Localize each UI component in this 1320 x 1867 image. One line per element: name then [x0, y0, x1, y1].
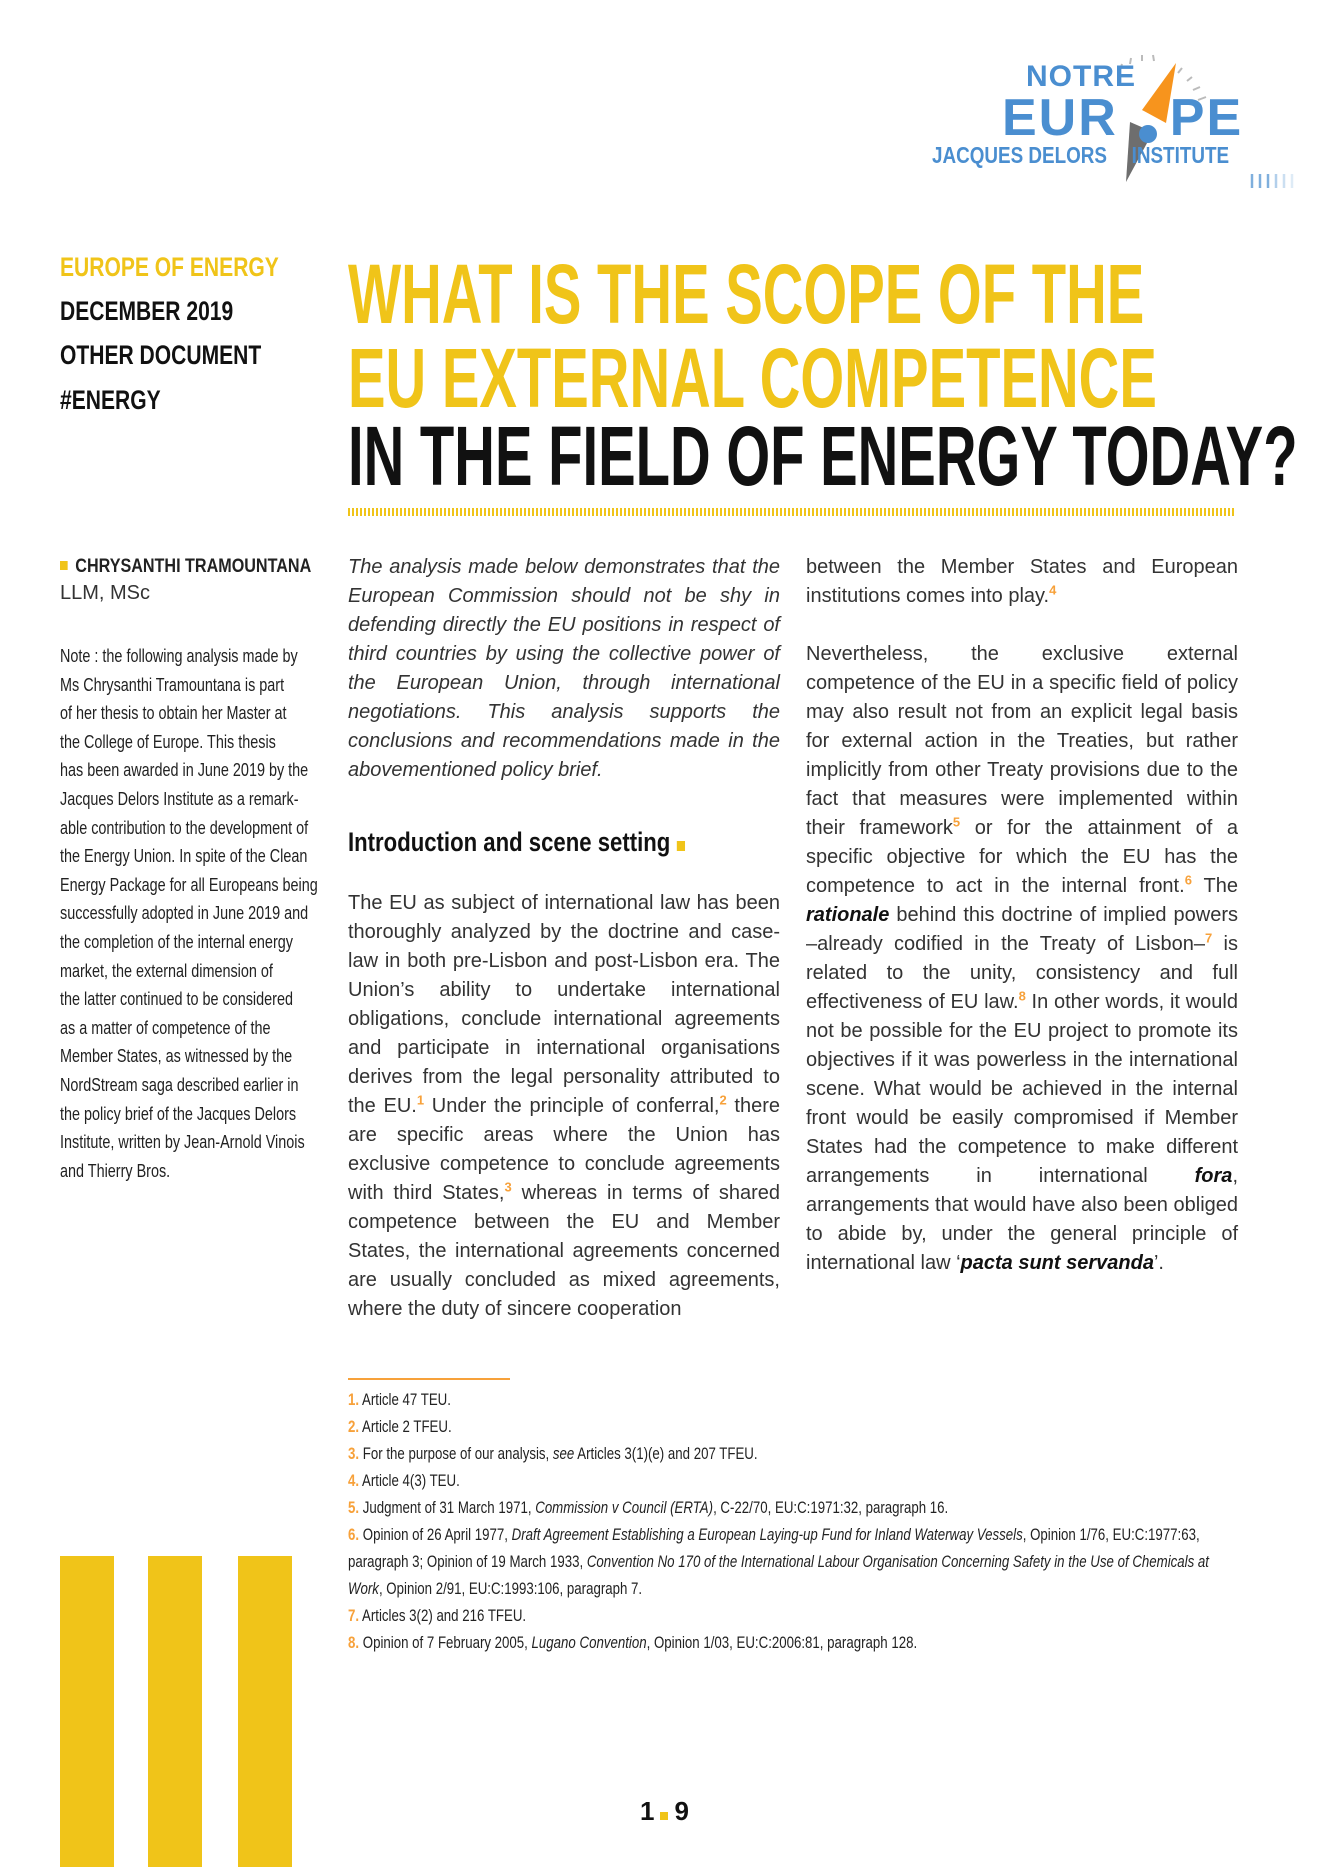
body-paragraph — [348, 889, 780, 1324]
footnote-reference[interactable]: 2 — [719, 1092, 727, 1108]
footnote-number: 2. — [348, 1417, 360, 1436]
text-run: Work — [348, 1579, 379, 1598]
footnote-number: 6. — [348, 1525, 360, 1544]
decorative-bar — [148, 1556, 202, 1867]
body-paragraph — [806, 553, 1238, 611]
text-run: fora — [1194, 1165, 1233, 1187]
footnote-reference[interactable]: 4 — [1049, 582, 1057, 598]
note-line: successfully adopted in June 2019 and — [60, 903, 309, 924]
note-line: Member States, as witnessed by the — [60, 1046, 293, 1067]
text-run: pacta sunt servanda — [960, 1252, 1154, 1274]
tag-label: #ENERGY — [60, 385, 161, 415]
body-paragraph — [806, 640, 1238, 1278]
decorative-bar — [238, 1556, 292, 1867]
logo-text-institute — [932, 142, 1229, 169]
intro-paragraph: The analysis made below demonstrates that the European Commission should not be shy in defending directly the EU positions in respect of third countries by using the collective power of the European Union, through international negotiations. This analysis supports the conclusions and recommendations made in the abovementioned policy brief. — [348, 556, 780, 781]
footnote — [348, 1575, 1209, 1602]
note-line: NordStream saga described earlier in — [60, 1074, 299, 1095]
note-line: the completion of the internal energy — [60, 931, 293, 952]
footnote — [348, 1548, 1209, 1575]
footnote-number: 1. — [348, 1390, 360, 1409]
text-run: between the Member States and European institutions comes into play. — [806, 556, 1238, 607]
footnote-number: 5. — [348, 1498, 360, 1517]
author-note — [60, 642, 382, 1185]
note-line: as a matter of competence of the — [60, 1017, 271, 1038]
author-block — [60, 556, 356, 605]
text-run: whereas in terms of shared competence between the EU and Member States, the international agreements concerned are usually concluded as mixed agreements, where the duty of sincere cooperation — [348, 1182, 781, 1320]
text-run: Articles 3(1)(e) and 207 TFEU. — [574, 1444, 758, 1463]
bullet-square-icon — [677, 841, 685, 851]
text-run: is related to the unity, consistency and full effectiveness of EU law. — [806, 933, 1238, 1013]
note-line: market, the external dimension of — [60, 960, 273, 981]
note-line: has been awarded in June 2019 by the — [60, 760, 309, 781]
logo-text-jacques-delors: JACQUES DELORS — [932, 142, 1108, 168]
logo-text-notre: NOTRE — [1026, 60, 1136, 93]
logo-text-eur: EUR — [1002, 89, 1118, 147]
footnote-reference[interactable]: 3 — [504, 1179, 512, 1195]
section-heading — [348, 814, 702, 862]
note-line: the College of Europe. This thesis — [60, 731, 276, 752]
title-line-3: IN THE FIELD OF ENERGY TODAY? — [348, 409, 1298, 503]
footnote — [348, 1413, 1209, 1440]
text-run: Nevertheless, the exclusive external competence of the EU in a specific field of policy may also result not from an explicit legal basis for external action in the Treaties, but rather implicitly from other Treaty provisions due to the fact that measures were implemented within their framework — [806, 643, 1238, 839]
text-run: Commission v Council (ERTA) — [535, 1498, 714, 1517]
footnote — [348, 1386, 1209, 1413]
page-number — [640, 1796, 689, 1827]
footnote-number: 8. — [348, 1633, 360, 1652]
page-current: 1 — [640, 1796, 655, 1826]
footnotes — [348, 1386, 1320, 1656]
decorative-bar — [60, 1556, 114, 1867]
notre-europe-logo — [930, 28, 1300, 188]
text-run: For the purpose of our analysis, — [359, 1444, 553, 1463]
text-run: Judgment of 31 March 1971, — [359, 1498, 536, 1517]
text-run: ’. — [1153, 1252, 1164, 1274]
date-label: DECEMBER 2019 — [60, 296, 234, 326]
author-name — [60, 556, 311, 578]
text-run: The EU as subject of international law has been thoroughly analyzed by the doctrine and case-law in both pre-Lisbon and post-Lisbon era. The Union’s ability to undertake international obligations, conclude international agreements and participate in international organisations derives from the legal personality attributed to the EU. — [348, 892, 780, 1117]
text-run: Opinion of 26 April 1977, — [359, 1525, 512, 1544]
bullet-square-icon — [660, 1812, 668, 1820]
footnote-reference[interactable]: 5 — [952, 814, 961, 830]
author-degrees: LLM, MSc — [60, 582, 151, 604]
footnote-divider — [348, 1378, 510, 1380]
text-run: Article 47 TEU. — [359, 1390, 451, 1409]
text-column-2 — [806, 553, 1238, 1307]
text-run: there are specific areas where the Union has exclusive competence to conclude agreements with third States, — [348, 1095, 780, 1204]
footnote-reference[interactable]: 8 — [1018, 988, 1026, 1004]
footnote — [348, 1521, 1209, 1548]
text-run: The — [1191, 875, 1238, 897]
section-heading-text: Introduction and scene setting — [348, 827, 671, 857]
series-label: EUROPE OF ENERGY — [60, 252, 279, 282]
footnote-number: 7. — [348, 1606, 360, 1625]
note-line: able contribution to the development of — [60, 817, 309, 838]
footnote-reference[interactable]: 7 — [1205, 930, 1213, 946]
text-run: Articles 3(2) and 216 TFEU. — [359, 1606, 527, 1625]
footnote-reference[interactable]: 6 — [1184, 872, 1192, 888]
text-run: rationale — [806, 904, 890, 926]
note-line: Note : the following analysis made by — [60, 646, 298, 666]
document-type-label: OTHER DOCUMENT — [60, 340, 262, 370]
note-line: Ms Chrysanthi Tramountana is part — [60, 674, 285, 695]
text-run: , arrangements that would have also been obliged to abide by, under the general principle of international law ‘ — [806, 1165, 1238, 1274]
text-run: , Opinion 2/91, EU:C:1993:106, paragraph 7. — [378, 1579, 643, 1598]
text-run: Under the principle of conferral, — [424, 1095, 720, 1117]
note-line: Institute, written by Jean-Arnold Vinois — [60, 1132, 305, 1153]
bullet-square-icon — [60, 561, 68, 570]
logo-text-europe — [1002, 88, 1243, 148]
text-run: Draft Agreement Establishing a European Laying-up Fund for Inland Waterway Vessels — [511, 1525, 1023, 1544]
note-line: of her thesis to obtain her Master at — [60, 703, 287, 724]
footnote — [348, 1629, 1209, 1656]
title-line-1: WHAT IS THE SCOPE OF THE — [348, 247, 1145, 341]
note-line: and Thierry Bros. — [60, 1160, 171, 1181]
text-run: , Opinion 1/03, EU:C:2006:81, paragraph 128. — [646, 1633, 918, 1652]
logo-text-pe: PE — [1169, 89, 1244, 147]
text-run: Article 2 TFEU. — [359, 1417, 452, 1436]
footnote-number: 4. — [348, 1471, 360, 1490]
note-line: Jacques Delors Institute as a remark- — [60, 788, 299, 809]
footnote-number: 3. — [348, 1444, 360, 1463]
text-run: see — [552, 1444, 575, 1463]
logo-text-institute-word: INSTITUTE — [1131, 142, 1230, 168]
footnote — [348, 1440, 1209, 1467]
title-line-2: EU EXTERNAL COMPETENCE — [348, 331, 1157, 425]
text-run: , C-22/70, EU:C:1971:32, paragraph 16. — [713, 1498, 949, 1517]
text-column-1 — [348, 553, 780, 1353]
footnote — [348, 1494, 1209, 1521]
note-line: Energy Package for all Europeans being — [60, 874, 318, 895]
text-run: paragraph 3; Opinion of 19 March 1933, — [348, 1552, 587, 1571]
page-total: 9 — [674, 1796, 689, 1826]
text-run: Article 4(3) TEU. — [359, 1471, 460, 1490]
text-run: or for the attainment of a specific objective for which the EU has the competence to act in the internal front. — [806, 817, 1238, 897]
text-run: In other words, it would not be possible for the EU project to promote its objectives if it was powerless in the international scene. What would be achieved in the internal front would be easily compromised if Member States had the competence to make different arrangements in international — [806, 991, 1238, 1187]
text-run: Lugano Convention — [531, 1633, 647, 1652]
text-run: , Opinion 1/76, EU:C:1977:63, — [1022, 1525, 1200, 1544]
title-divider — [348, 508, 1236, 516]
text-run: behind this doctrine of implied powers –already codified in the Treaty of Lisbon– — [806, 904, 1238, 955]
text-run: Opinion of 7 February 2005, — [359, 1633, 532, 1652]
footnote — [348, 1602, 1209, 1629]
note-line: the Energy Union. In spite of the Clean — [60, 846, 308, 867]
note-line: the latter continued to be considered — [60, 989, 293, 1010]
footnote-reference[interactable]: 1 — [416, 1092, 425, 1108]
text-run: Convention No 170 of the International Labour Organisation Concerning Safety in the Use of Chemicals at — [586, 1552, 1209, 1571]
author-name-text: CHRYSANTHI TRAMOUNTANA — [75, 556, 312, 577]
footnote — [348, 1467, 1209, 1494]
note-line: the policy brief of the Jacques Delors — [60, 1103, 297, 1124]
